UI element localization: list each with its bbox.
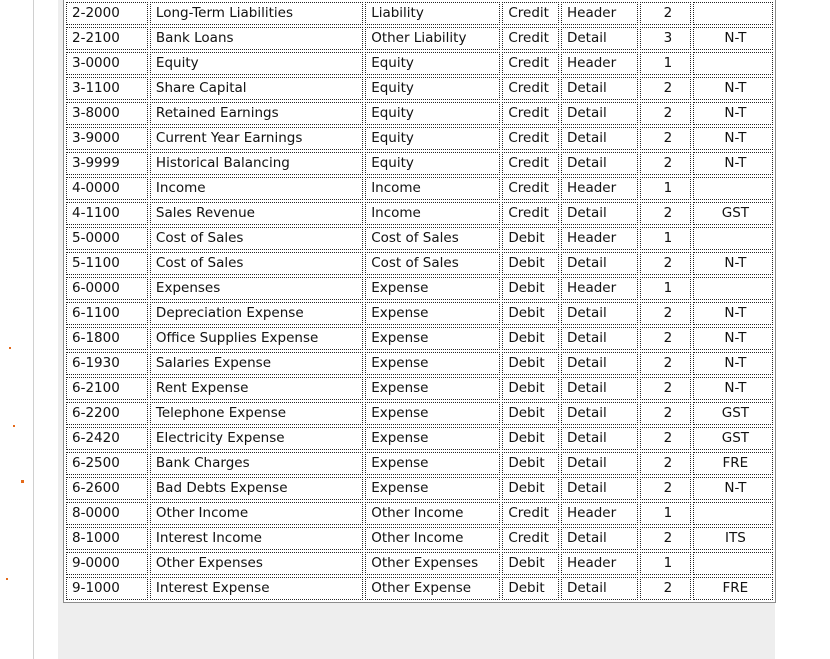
account-code-cell: 6-1800 [66, 327, 148, 350]
level-cell: Detail [561, 327, 638, 350]
depth-cell: 2 [640, 527, 691, 550]
depth-cell: 1 [640, 552, 691, 575]
account-name-cell: Cost of Sales [150, 227, 363, 250]
tax-code-cell: N-T [693, 27, 773, 50]
table-row [66, 252, 773, 275]
tax-code-cell: N-T [693, 77, 773, 100]
account-code-cell: 6-1100 [66, 302, 148, 325]
account-code-cell: 8-0000 [66, 502, 148, 525]
tax-code-cell [693, 277, 773, 300]
balance-cell: Debit [502, 552, 559, 575]
account-code-cell: 6-2200 [66, 402, 148, 425]
depth-cell: 2 [640, 127, 691, 150]
depth-cell: 2 [640, 252, 691, 275]
level-cell: Detail [561, 427, 638, 450]
account-code-cell: 6-1930 [66, 352, 148, 375]
tax-code-cell: N-T [693, 152, 773, 175]
account-type-cell: Liability [365, 2, 500, 25]
balance-cell: Debit [502, 277, 559, 300]
account-type-cell: Expense [365, 327, 500, 350]
account-type-cell: Cost of Sales [365, 227, 500, 250]
account-code-cell: 8-1000 [66, 527, 148, 550]
depth-cell: 2 [640, 577, 691, 600]
account-code-cell: 2-2100 [66, 27, 148, 50]
account-type-cell: Equity [365, 102, 500, 125]
balance-cell: Credit [502, 2, 559, 25]
depth-cell: 1 [640, 277, 691, 300]
account-type-cell: Expense [365, 452, 500, 475]
account-name-cell: Salaries Expense [150, 352, 363, 375]
table-row [66, 277, 773, 300]
balance-cell: Credit [502, 102, 559, 125]
level-cell: Detail [561, 127, 638, 150]
depth-cell: 2 [640, 327, 691, 350]
level-cell: Detail [561, 152, 638, 175]
depth-cell: 2 [640, 77, 691, 100]
account-name-cell: Other Income [150, 502, 363, 525]
account-code-cell: 5-1100 [66, 252, 148, 275]
orange-mark [21, 480, 24, 483]
balance-cell: Credit [502, 152, 559, 175]
table-row [66, 152, 773, 175]
level-cell: Detail [561, 527, 638, 550]
table-row [66, 52, 773, 75]
account-type-cell: Equity [365, 77, 500, 100]
account-name-cell: Historical Balancing [150, 152, 363, 175]
balance-cell: Credit [502, 177, 559, 200]
account-name-cell: Bank Loans [150, 27, 363, 50]
account-type-cell: Equity [365, 127, 500, 150]
level-cell: Header [561, 52, 638, 75]
account-name-cell: Bank Charges [150, 452, 363, 475]
account-type-cell: Expense [365, 477, 500, 500]
account-code-cell: 4-0000 [66, 177, 148, 200]
balance-cell: Credit [502, 202, 559, 225]
balance-cell: Debit [502, 477, 559, 500]
account-type-cell: Equity [365, 152, 500, 175]
level-cell: Detail [561, 477, 638, 500]
level-cell: Detail [561, 302, 638, 325]
account-name-cell: Income [150, 177, 363, 200]
tax-code-cell [693, 227, 773, 250]
depth-cell: 3 [640, 27, 691, 50]
table-row [66, 2, 773, 25]
table-row [66, 352, 773, 375]
account-name-cell: Telephone Expense [150, 402, 363, 425]
table-container [58, 0, 775, 659]
level-cell: Detail [561, 77, 638, 100]
depth-cell: 2 [640, 377, 691, 400]
table-row [66, 552, 773, 575]
tax-code-cell: N-T [693, 327, 773, 350]
account-type-cell: Other Income [365, 527, 500, 550]
depth-cell: 2 [640, 2, 691, 25]
accounts-table-body [66, 2, 773, 600]
balance-cell: Debit [502, 427, 559, 450]
balance-cell: Credit [502, 502, 559, 525]
account-type-cell: Other Expenses [365, 552, 500, 575]
depth-cell: 1 [640, 177, 691, 200]
table-row [66, 127, 773, 150]
balance-cell: Credit [502, 52, 559, 75]
table-row [66, 202, 773, 225]
account-code-cell: 3-8000 [66, 102, 148, 125]
table-row [66, 327, 773, 350]
account-type-cell: Expense [365, 402, 500, 425]
orange-mark [13, 425, 15, 427]
balance-cell: Debit [502, 377, 559, 400]
account-type-cell: Income [365, 202, 500, 225]
tax-code-cell: FRE [693, 452, 773, 475]
table-row [66, 502, 773, 525]
balance-cell: Debit [502, 327, 559, 350]
account-name-cell: Current Year Earnings [150, 127, 363, 150]
depth-cell: 1 [640, 227, 691, 250]
level-cell: Detail [561, 452, 638, 475]
tax-code-cell: GST [693, 427, 773, 450]
account-type-cell: Other Expense [365, 577, 500, 600]
account-code-cell: 3-9999 [66, 152, 148, 175]
depth-cell: 1 [640, 502, 691, 525]
balance-cell: Debit [502, 452, 559, 475]
account-name-cell: Other Expenses [150, 552, 363, 575]
account-code-cell: 6-2600 [66, 477, 148, 500]
account-name-cell: Retained Earnings [150, 102, 363, 125]
tax-code-cell: N-T [693, 252, 773, 275]
table-row [66, 527, 773, 550]
depth-cell: 2 [640, 102, 691, 125]
account-name-cell: Depreciation Expense [150, 302, 363, 325]
tax-code-cell: ITS [693, 527, 773, 550]
balance-cell: Credit [502, 27, 559, 50]
orange-mark [6, 578, 8, 580]
level-cell: Detail [561, 577, 638, 600]
level-cell: Header [561, 177, 638, 200]
level-cell: Detail [561, 252, 638, 275]
account-code-cell: 6-2500 [66, 452, 148, 475]
account-name-cell: Expenses [150, 277, 363, 300]
level-cell: Header [561, 277, 638, 300]
level-cell: Detail [561, 352, 638, 375]
account-type-cell: Income [365, 177, 500, 200]
balance-cell: Credit [502, 77, 559, 100]
account-type-cell: Expense [365, 277, 500, 300]
account-code-cell: 9-1000 [66, 577, 148, 600]
table-row [66, 177, 773, 200]
tax-code-cell: N-T [693, 302, 773, 325]
tax-code-cell [693, 177, 773, 200]
account-name-cell: Office Supplies Expense [150, 327, 363, 350]
table-row [66, 27, 773, 50]
tax-code-cell: N-T [693, 102, 773, 125]
account-code-cell: 6-2100 [66, 377, 148, 400]
level-cell: Header [561, 227, 638, 250]
table-row [66, 452, 773, 475]
table-row [66, 77, 773, 100]
depth-cell: 2 [640, 477, 691, 500]
table-row [66, 477, 773, 500]
depth-cell: 2 [640, 352, 691, 375]
depth-cell: 2 [640, 302, 691, 325]
account-code-cell: 2-2000 [66, 2, 148, 25]
level-cell: Header [561, 552, 638, 575]
tax-code-cell [693, 52, 773, 75]
tax-code-cell: GST [693, 202, 773, 225]
tax-code-cell: N-T [693, 127, 773, 150]
table-row [66, 302, 773, 325]
tax-code-cell [693, 2, 773, 25]
accounts-table [64, 0, 775, 602]
account-type-cell: Other Liability [365, 27, 500, 50]
table-row [66, 427, 773, 450]
account-name-cell: Interest Income [150, 527, 363, 550]
depth-cell: 2 [640, 152, 691, 175]
account-name-cell: Share Capital [150, 77, 363, 100]
account-name-cell: Interest Expense [150, 577, 363, 600]
tax-code-cell: N-T [693, 377, 773, 400]
left-edge-divider [33, 0, 34, 659]
table-row [66, 102, 773, 125]
level-cell: Detail [561, 102, 638, 125]
account-code-cell: 3-0000 [66, 52, 148, 75]
balance-cell: Debit [502, 577, 559, 600]
account-code-cell: 5-0000 [66, 227, 148, 250]
tax-code-cell: N-T [693, 477, 773, 500]
account-name-cell: Bad Debts Expense [150, 477, 363, 500]
level-cell: Header [561, 2, 638, 25]
account-type-cell: Expense [365, 352, 500, 375]
account-code-cell: 6-0000 [66, 277, 148, 300]
tax-code-cell [693, 502, 773, 525]
balance-cell: Credit [502, 127, 559, 150]
balance-cell: Debit [502, 302, 559, 325]
account-type-cell: Cost of Sales [365, 252, 500, 275]
account-code-cell: 9-0000 [66, 552, 148, 575]
orange-mark [9, 347, 11, 349]
balance-cell: Debit [502, 402, 559, 425]
level-cell: Detail [561, 27, 638, 50]
account-type-cell: Expense [365, 427, 500, 450]
account-name-cell: Sales Revenue [150, 202, 363, 225]
table-row [66, 377, 773, 400]
depth-cell: 2 [640, 402, 691, 425]
table-row [66, 227, 773, 250]
account-name-cell: Cost of Sales [150, 252, 363, 275]
depth-cell: 2 [640, 202, 691, 225]
account-type-cell: Other Income [365, 502, 500, 525]
depth-cell: 1 [640, 52, 691, 75]
table-row [66, 577, 773, 600]
account-name-cell: Equity [150, 52, 363, 75]
account-code-cell: 3-9000 [66, 127, 148, 150]
account-code-cell: 4-1100 [66, 202, 148, 225]
account-code-cell: 6-2420 [66, 427, 148, 450]
account-name-cell: Long-Term Liabilities [150, 2, 363, 25]
balance-cell: Credit [502, 527, 559, 550]
account-name-cell: Electricity Expense [150, 427, 363, 450]
tax-code-cell: FRE [693, 577, 773, 600]
account-type-cell: Expense [365, 377, 500, 400]
tax-code-cell: GST [693, 402, 773, 425]
account-type-cell: Equity [365, 52, 500, 75]
tax-code-cell [693, 552, 773, 575]
table-row [66, 402, 773, 425]
account-name-cell: Rent Expense [150, 377, 363, 400]
account-type-cell: Expense [365, 302, 500, 325]
balance-cell: Debit [502, 227, 559, 250]
level-cell: Detail [561, 377, 638, 400]
level-cell: Header [561, 502, 638, 525]
account-code-cell: 3-1100 [66, 77, 148, 100]
balance-cell: Debit [502, 252, 559, 275]
level-cell: Detail [561, 402, 638, 425]
depth-cell: 2 [640, 452, 691, 475]
level-cell: Detail [561, 202, 638, 225]
balance-cell: Debit [502, 352, 559, 375]
tax-code-cell: N-T [693, 352, 773, 375]
depth-cell: 2 [640, 427, 691, 450]
